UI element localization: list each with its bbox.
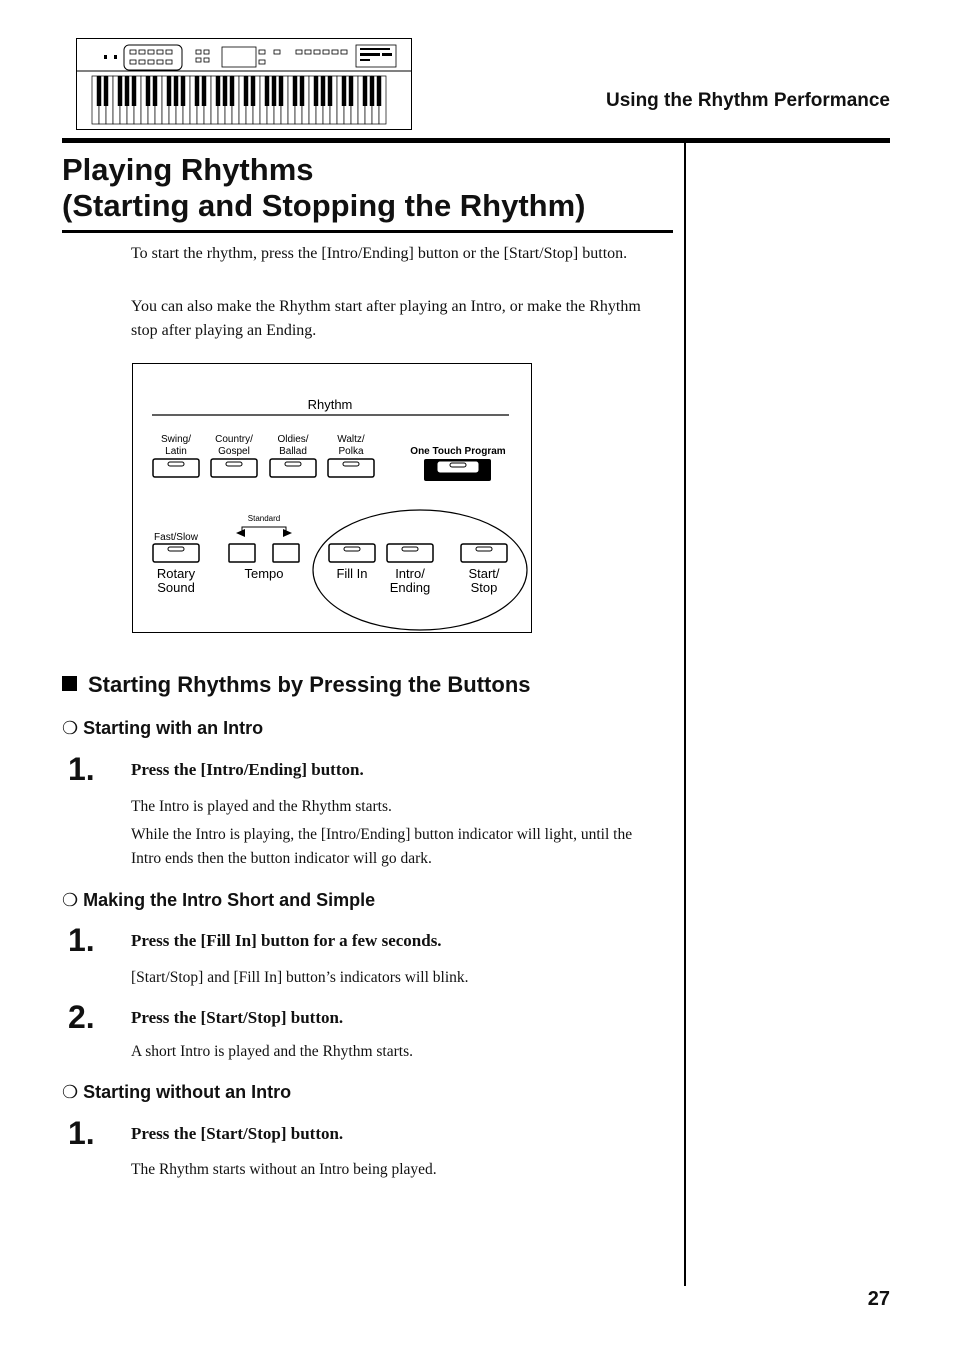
- rotary-sound-label-1: Rotary: [156, 566, 196, 581]
- subsection-title-text: Making the Intro Short and Simple: [83, 890, 376, 910]
- page-title-line-2: (Starting and Stopping the Rhythm): [62, 188, 586, 223]
- one-touch-program-label: One Touch Program: [410, 446, 506, 457]
- side-rule: [684, 143, 686, 1286]
- tempo-label: Tempo: [244, 566, 284, 581]
- black-key: [265, 76, 269, 106]
- black-key: [174, 76, 178, 106]
- black-key: [230, 76, 234, 106]
- waltz-polka-label-1: Waltz/: [337, 434, 365, 445]
- section-header: Using the Rhythm Performance: [606, 90, 890, 111]
- rotary-sound-button[interactable]: [153, 544, 199, 595]
- swing-latin-label-2: Latin: [165, 446, 187, 457]
- page-title-line-1: Playing Rhythms: [62, 152, 314, 187]
- page-title: [62, 152, 682, 224]
- black-key: [125, 76, 129, 106]
- step-note: [Start/Stop] and [Fill In] button’s indicators will blink.: [131, 969, 469, 986]
- black-key: [118, 76, 122, 106]
- section-heading: [62, 672, 682, 698]
- title-rule: [62, 230, 673, 233]
- black-key: [377, 76, 381, 106]
- oldies-ballad-label-2: Ballad: [279, 446, 307, 457]
- standard-label: Standard: [247, 514, 281, 523]
- country-gospel-label-1: Country/: [215, 434, 253, 445]
- step-instruction: Press the [Fill In] button for a few seconds.: [131, 931, 442, 950]
- organ-keyboard-icon: [76, 38, 412, 130]
- black-key: [146, 76, 150, 106]
- circle-bullet-icon: ❍: [62, 718, 79, 738]
- black-key: [181, 76, 185, 106]
- black-key: [293, 76, 297, 106]
- black-key: [195, 76, 199, 106]
- intro-paragraph-1: To start the rhythm, press the [Intro/Ending] button or the [Start/Stop] button.: [131, 245, 628, 262]
- black-key: [202, 76, 206, 106]
- black-key: [223, 76, 227, 106]
- step-instruction: Press the [Start/Stop] button.: [131, 1008, 344, 1027]
- fill-in-label: Fill In: [336, 566, 368, 581]
- black-key: [300, 76, 304, 106]
- step-number: 1.: [68, 1115, 95, 1151]
- fast-slow-label: Fast/Slow: [154, 532, 198, 543]
- top-rule: [62, 138, 890, 143]
- start-stop-label-1: Start/: [468, 566, 500, 581]
- step-note: The Intro is played and the Rhythm starts.: [131, 798, 392, 815]
- black-key: [370, 76, 374, 106]
- step-number: 1.: [68, 922, 95, 958]
- black-key: [132, 76, 136, 106]
- black-key: [97, 76, 101, 106]
- step-note: The Rhythm starts without an Intro being played.: [131, 1161, 437, 1178]
- subsection-title-text: Starting with an Intro: [83, 718, 264, 738]
- step-instruction: Press the [Start/Stop] button.: [131, 1124, 344, 1143]
- black-key: [272, 76, 276, 106]
- black-key: [321, 76, 325, 106]
- tempo-up-button[interactable]: [273, 544, 299, 562]
- panel-heading: Rhythm: [307, 397, 353, 412]
- subsection-title: [62, 1082, 291, 1103]
- black-key: [153, 76, 157, 106]
- black-key: [314, 76, 318, 106]
- start-stop-label-2: Stop: [470, 580, 498, 595]
- page-number: 27: [867, 1288, 890, 1310]
- black-key: [104, 76, 108, 106]
- black-key: [349, 76, 353, 106]
- step-note: A short Intro is played and the Rhythm starts.: [131, 1043, 413, 1060]
- section-heading-text: Starting Rhythms by Pressing the Buttons: [88, 672, 531, 697]
- circle-bullet-icon: ❍: [62, 1082, 79, 1102]
- black-key: [279, 76, 283, 106]
- intro-ending-label-1: Intro/: [395, 566, 425, 581]
- intro-paragraph-2: You can also make the Rhythm start after playing an Intro, or make the Rhythm stop after playing an Ending.: [131, 298, 641, 339]
- black-key: [363, 76, 367, 106]
- circle-bullet-icon: ❍: [62, 890, 79, 910]
- step-number: 2.: [68, 999, 95, 1035]
- black-key: [216, 76, 220, 106]
- country-gospel-label-2: Gospel: [218, 446, 250, 457]
- black-key: [167, 76, 171, 106]
- step-instruction: Press the [Intro/Ending] button.: [131, 760, 364, 779]
- step-number: 1.: [68, 751, 95, 787]
- waltz-polka-label-2: Polka: [338, 446, 364, 457]
- swing-latin-label-1: Swing/: [160, 434, 192, 445]
- black-key: [244, 76, 248, 106]
- intro-ending-label-2: Ending: [389, 580, 431, 595]
- tempo-down-button[interactable]: [229, 544, 255, 562]
- organ-illustration: [76, 38, 412, 130]
- oldies-ballad-label-1: Oldies/: [277, 434, 309, 445]
- rotary-sound-label-2: Sound: [157, 580, 195, 595]
- subsection-title: [62, 890, 375, 911]
- step-note: While the Intro is playing, the [Intro/Ending] button indicator will light, until the Intro ends then the button indicator will go dark.: [131, 826, 633, 867]
- subsection-title-text: Starting without an Intro: [83, 1082, 292, 1102]
- black-key: [251, 76, 255, 106]
- subsection-title: [62, 718, 263, 739]
- black-key: [328, 76, 332, 106]
- square-bullet-icon: [62, 676, 77, 691]
- black-key: [342, 76, 346, 106]
- rhythm-panel-diagram: [132, 363, 532, 633]
